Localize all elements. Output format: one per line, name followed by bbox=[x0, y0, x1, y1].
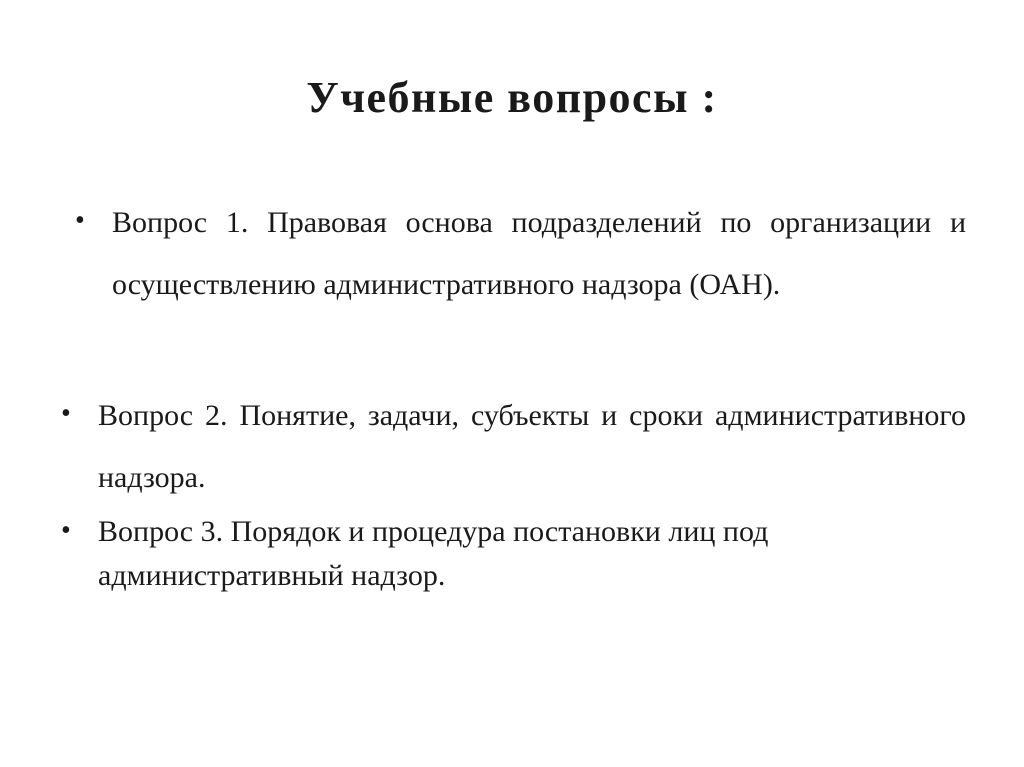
question-1-text: Вопрос 1. Правовая основа подразделений по организации и осуществлению административного надзора (ОАН). bbox=[112, 206, 966, 301]
slide-title: Учебные вопросы : bbox=[306, 73, 718, 122]
bullet-marker-3: • bbox=[61, 515, 71, 546]
question-2-text: Вопрос 2. Понятие, задачи, субъекты и сроки административного надзора. bbox=[98, 399, 966, 494]
bullet-marker-2: • bbox=[61, 398, 71, 429]
bullet-marker-1: • bbox=[75, 205, 85, 236]
question-3-text: Вопрос 3. Порядок и процедура постановки лиц под административный надзор. bbox=[98, 515, 769, 592]
